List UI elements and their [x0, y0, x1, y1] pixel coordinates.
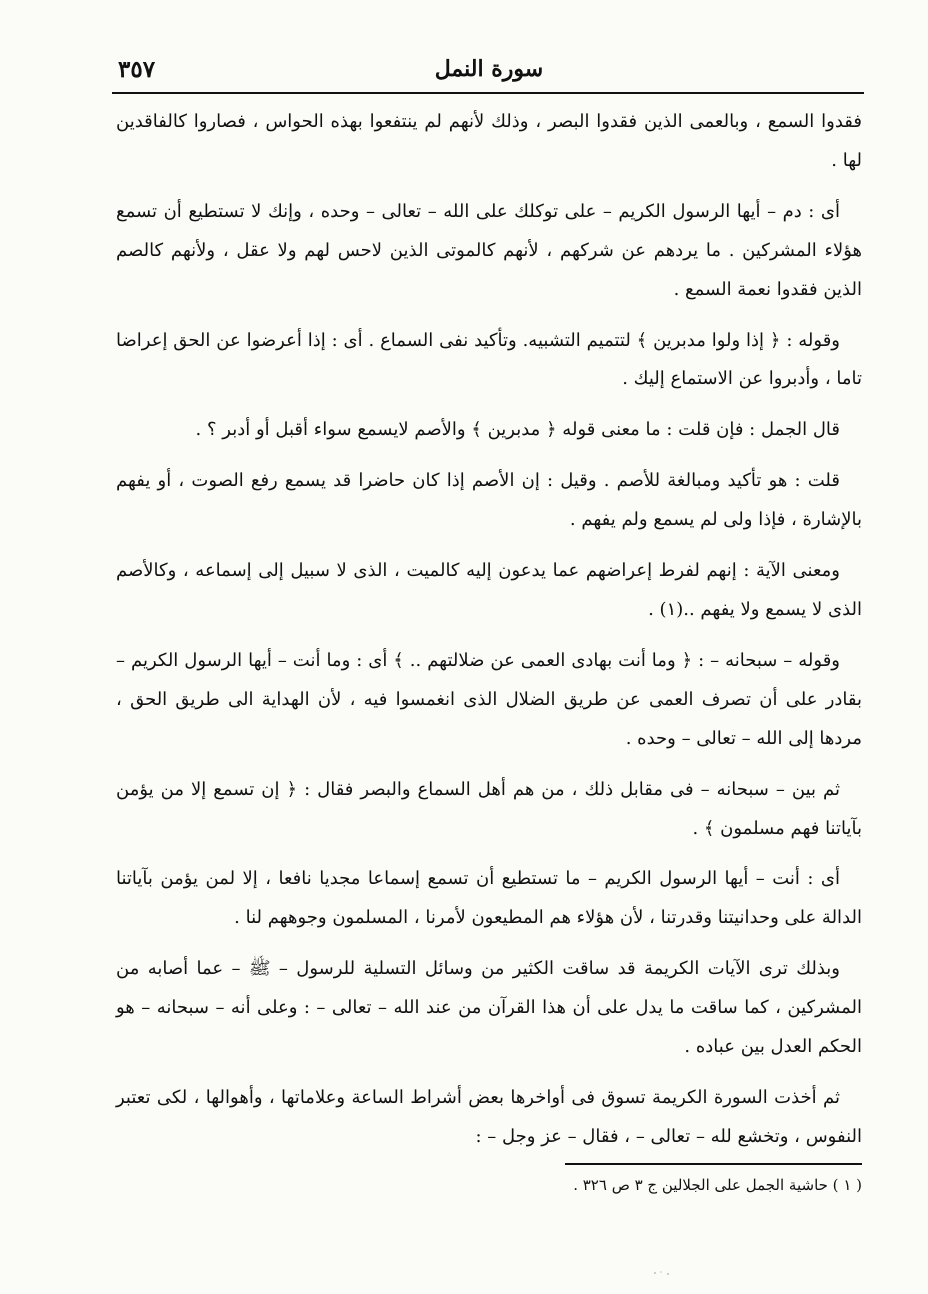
paragraph: أى : أنت – أيها الرسول الكريم – ما تستطيع أن تسمع إسماعا مجديا نافعا ، إلا لمن يؤمن بآياتنا الدالة على وحدانيتنا وقدرتنا ، لأن هؤلاء هم المطيعون لأمرنا ، المسلمون وجوههم لنا . — [116, 868, 862, 929]
paragraph: قلت : هو تأكيد ومبالغة للأصم . وقيل : إن الأصم إذا كان حاضرا قد يسمع رفع الصوت ، أو يفهم بالإشارة ، فإذا ولى لم يسمع ولم يفهم . — [116, 470, 862, 531]
paragraph: قال الجمل : فإن قلت : ما معنى قوله ﴿ مدبرين ﴾ والأصم لايسمع سواء أقبل أو أدبر ؟ . — [195, 419, 840, 441]
running-title: سورة النمل — [434, 56, 544, 82]
page-number: ٣٥٧ — [118, 56, 156, 83]
page-header — [118, 56, 860, 90]
footnote: ( ١ ) حاشية الجمل على الجلالين ج ٣ ص ٣٢٦ . — [573, 1176, 862, 1194]
paragraph: فقدوا السمع ، وبالعمى الذين فقدوا البصر ، وذلك لأنهم لم ينتفعوا بهذه الحواس ، فصاروا كالفاقدين لها . — [116, 111, 862, 171]
header-rule — [112, 92, 864, 94]
scan-speck — [652, 1270, 674, 1276]
paragraph: وقوله : ﴿ إذا ولوا مدبرين ﴾ لتتميم التشبيه. وتأكيد نفى السماع . أى : إذا أعرضوا عن الحق إعراضا تاما ، وأدبروا عن الاستماع إليك . — [116, 329, 862, 390]
paragraph: ثم بين – سبحانه – فى مقابل ذلك ، من هم أهل السماع والبصر فقال : ﴿ إن تسمع إلا من يؤمن بآياتنا فهم مسلمون ﴾ . — [116, 778, 862, 839]
footnote-rule — [565, 1163, 862, 1165]
paragraph: وبذلك ترى الآيات الكريمة قد ساقت الكثير من وسائل التسلية للرسول – ﷺ – عما أصابه من المشركين ، كما ساقت ما يدل على أن هذا القرآن من عند الله – تعالى – : وعلى أنه – سبحانه – هو الحكم العدل بين عباده . — [116, 958, 862, 1058]
body-text — [116, 103, 862, 1169]
paragraph: ثم أخذت السورة الكريمة تسوق فى أواخرها بعض أشراط الساعة وعلاماتها ، وأهوالها ، لكى تعتبر النفوس ، وتخشع لله – تعالى – ، فقال – عز وجل – : — [116, 1086, 862, 1147]
paragraph: ومعنى الآية : إنهم لفرط إعراضهم عما يدعون إليه كالميت ، الذى لا سبيل إلى إسماعه ، وكالأصم الذى لا يسمع ولا يفهم ..(١) . — [116, 560, 862, 620]
paragraph: وقوله – سبحانه – : ﴿ وما أنت بهادى العمى عن ضلالتهم .. ﴾ أى : وما أنت – أيها الرسول الكريم – بقادر على أن تصرف العمى عن طريق الضلال الذى انغمسوا فيه ، لأن الهداية الى طريق الحق ، مردها إلى الله – تعالى – وحده . — [116, 649, 862, 749]
paragraph: أى : دم – أيها الرسول الكريم – على توكلك على الله – تعالى – وحده ، وإنك لا تستطيع أن تسمع هؤلاء المشركين . ما يردهم عن شركهم ، لأنهم كالموتى الذين لاحس لهم ولا عقل ، ولأنهم كالصم الذين فقدوا نعمة السمع . — [116, 200, 862, 300]
